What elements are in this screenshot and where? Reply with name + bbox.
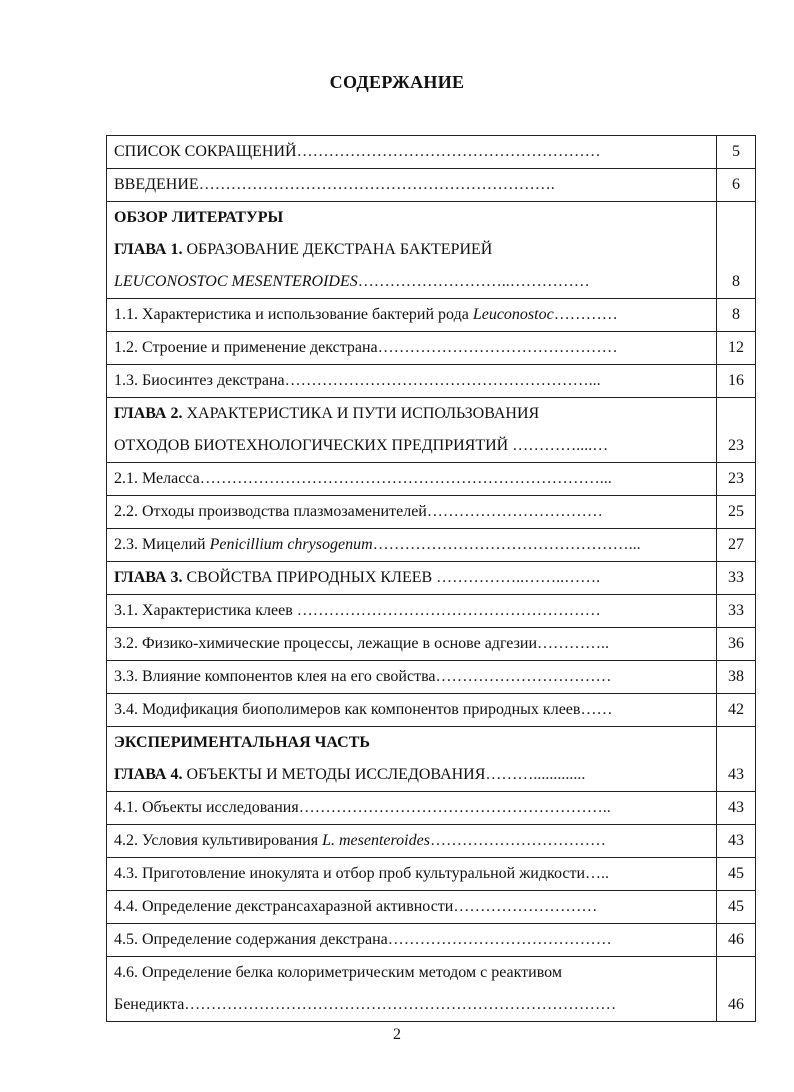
toc-row-4-6: [107, 957, 756, 1022]
toc-row-2-2: [107, 496, 756, 529]
chapter-title: ХАРАКТЕРИСТИКА И ПУТИ ИСПОЛЬЗОВАНИЯ: [182, 405, 540, 422]
toc-page: 6: [717, 169, 756, 202]
toc-label: 2.1. Меласса: [114, 470, 200, 487]
toc-leader: ………………………..……………: [357, 273, 590, 290]
chapter-prefix: ГЛАВА 1.: [114, 241, 183, 258]
toc-leader: ……………………………: [426, 503, 603, 520]
toc-page: 46: [728, 996, 744, 1013]
toc-label: 4.1. Объекты исследования: [114, 799, 299, 816]
toc-page: 8: [717, 299, 756, 332]
toc-row-4-3: [107, 858, 756, 891]
toc-leader: …..: [585, 865, 610, 882]
chapter-title: ОБЪЕКТЫ И МЕТОДЫ ИССЛЕДОВАНИЯ: [182, 766, 486, 783]
page-title: СОДЕРЖАНИЕ: [329, 72, 465, 92]
table-of-contents: [106, 135, 756, 1022]
chapter-prefix: ГЛАВА 2.: [114, 405, 183, 422]
toc-label: 4.6. Определение белка колориметрическим методом с реактивом: [114, 964, 562, 981]
toc-row-chapter-1: [107, 202, 756, 299]
toc-label-italic: Penicillium chrysogenum: [209, 536, 373, 553]
chapter-title: СВОЙСТВА ПРИРОДНЫХ КЛЕЕВ: [182, 569, 437, 586]
toc-label-italic: L. mesenteroides: [322, 832, 430, 849]
toc-label: 1.3. Биосинтез декстрана: [114, 372, 285, 389]
toc-leader: ……: [580, 701, 613, 718]
toc-leader: ……………………………………: [387, 931, 612, 948]
toc-leader: …………………………………………...: [372, 536, 641, 553]
toc-page: 38: [717, 661, 756, 694]
toc-page: 45: [717, 858, 756, 891]
toc-leader: ……………..……..…….: [436, 569, 601, 586]
toc-label: 4.5. Определение содержания декстрана: [114, 931, 388, 948]
chapter-title: ОБРАЗОВАНИЕ ДЕКСТРАНА БАКТЕРИЕЙ: [182, 241, 493, 258]
toc-page: 23: [717, 463, 756, 496]
toc-page: 43: [728, 766, 744, 783]
toc-leader: …………....…: [512, 437, 609, 454]
toc-leader: …………………………………………………...: [284, 372, 601, 389]
toc-leader: ………………………………………: [377, 339, 618, 356]
toc-row-2-3: [107, 529, 756, 562]
toc-label: 3.1. Характеристика клеев: [114, 602, 297, 619]
toc-page: 5: [717, 136, 756, 169]
toc-label: 2.3. Мицелий: [114, 536, 210, 553]
chapter-prefix: ГЛАВА 4.: [114, 766, 183, 783]
toc-page: 23: [728, 437, 744, 454]
toc-page: 46: [717, 924, 756, 957]
toc-row-4-4: [107, 891, 756, 924]
toc-label: СПИСОК СОКРАЩЕНИЙ: [114, 143, 297, 160]
toc-label: 3.4. Модификация биополимеров как компонентов природных клеев: [114, 701, 581, 718]
toc-page: 36: [717, 628, 756, 661]
toc-row-1-1: [107, 299, 756, 332]
toc-row-3-1: [107, 595, 756, 628]
toc-label: ВВЕДЕНИЕ: [114, 176, 199, 193]
toc-label-italic: Leuconostoc: [472, 306, 554, 323]
toc-page: 25: [717, 496, 756, 529]
toc-page: 33: [717, 595, 756, 628]
toc-leader: ……….............: [485, 766, 586, 783]
toc-page: 33: [717, 562, 756, 595]
toc-page: 43: [717, 825, 756, 858]
toc-leader: …………..: [537, 635, 610, 652]
toc-leader: ………………………………………………………….: [198, 176, 555, 193]
toc-page: 16: [717, 365, 756, 398]
toc-leader: ……………………………: [429, 832, 606, 849]
toc-leader: …………………………………………………: [296, 143, 601, 160]
toc-row-1-3: [107, 365, 756, 398]
toc-label-continued: Бенедикта: [114, 996, 185, 1013]
toc-row-introduction: [107, 169, 756, 202]
toc-label: 3.2. Физико-химические процессы, лежащие в основе адгезии: [114, 635, 538, 652]
toc-leader: …………………………………………………..: [298, 799, 611, 816]
chapter-title-continued: ОТХОДОВ БИОТЕХНОЛОГИЧЕСКИХ ПРЕДПРИЯТИЙ: [114, 437, 513, 454]
toc-row-3-2: [107, 628, 756, 661]
toc-row-1-2: [107, 332, 756, 365]
page-number: 2: [393, 1026, 401, 1043]
toc-label: 2.2. Отходы производства плазмозаменителей: [114, 503, 427, 520]
section-heading-literature: ОБЗОР ЛИТЕРАТУРЫ: [114, 209, 284, 226]
toc-page: 43: [717, 792, 756, 825]
toc-row-3-3: [107, 661, 756, 694]
toc-label: 1.2. Строение и применение декстрана: [114, 339, 378, 356]
toc-row-chapter-3: [107, 562, 756, 595]
chapter-prefix: ГЛАВА 3.: [114, 569, 183, 586]
toc-row-chapter-2: [107, 398, 756, 463]
toc-label: 4.4. Определение декстрансахаразной активности: [114, 898, 454, 915]
toc-label: 3.3. Влияние компонентов клея на его свойства: [114, 668, 436, 685]
toc-leader: …………: [553, 306, 618, 323]
toc-page: 12: [717, 332, 756, 365]
toc-row-chapter-4: [107, 727, 756, 792]
toc-row-2-1: [107, 463, 756, 496]
toc-row-4-1: [107, 792, 756, 825]
toc-leader: ………………………: [453, 898, 598, 915]
toc-row-4-5: [107, 924, 756, 957]
toc-leader: ……………………………: [435, 668, 612, 685]
toc-page: 42: [717, 694, 756, 727]
toc-label: 4.2. Условия культивирования: [114, 832, 323, 849]
toc-row-4-2: [107, 825, 756, 858]
toc-row-3-4: [107, 694, 756, 727]
toc-leader: ………………………………………………………………………: [184, 996, 617, 1013]
toc-label: 4.3. Приготовление инокулята и отбор проб культуральной жидкости: [114, 865, 586, 882]
toc-label: 1.1. Характеристика и использование бактерий рода: [114, 306, 473, 323]
toc-leader: …………………………………………………: [296, 602, 601, 619]
section-heading-experimental: ЭКСПЕРИМЕНТАЛЬНАЯ ЧАСТЬ: [114, 734, 370, 751]
toc-page: 45: [717, 891, 756, 924]
toc-row-abbreviations: [107, 136, 756, 169]
toc-page: 8: [732, 273, 740, 290]
toc-leader: …………………………………………………………………...: [199, 470, 612, 487]
toc-page: 27: [717, 529, 756, 562]
chapter-organism: LEUCONOSTOC MESENTEROIDES: [114, 273, 358, 290]
